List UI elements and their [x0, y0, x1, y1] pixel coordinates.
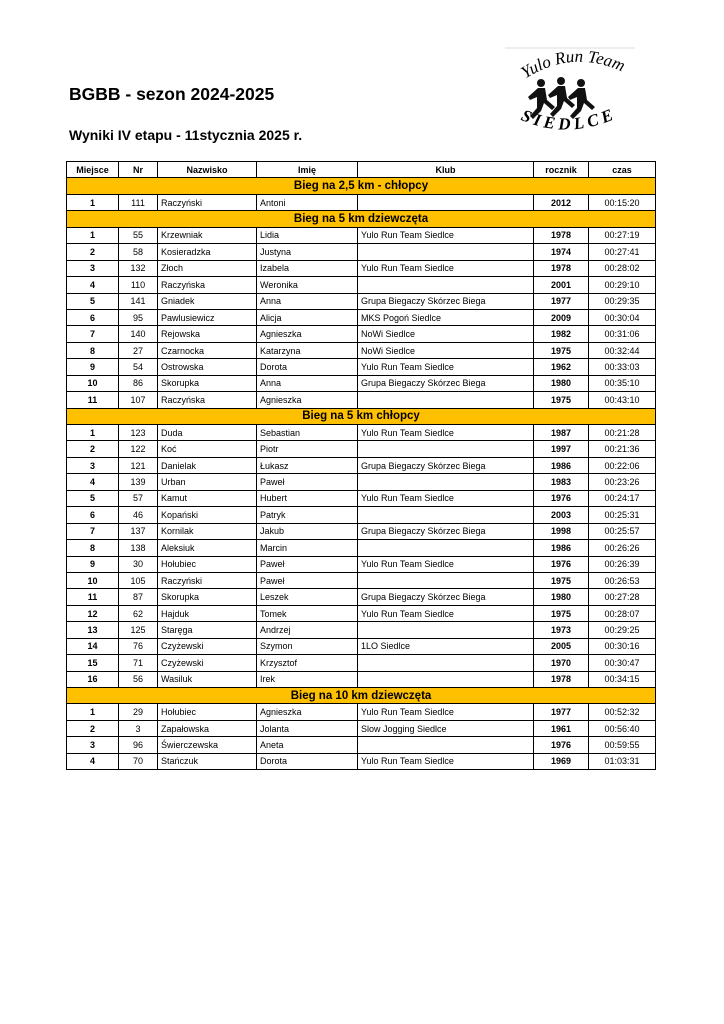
time-cell: 00:25:31 [589, 507, 656, 523]
table-row [67, 523, 656, 539]
place-cell: 2 [67, 441, 119, 457]
birth-year-cell: 1998 [534, 523, 589, 539]
firstname-cell: Alicja [257, 309, 358, 325]
place-cell: 10 [67, 375, 119, 391]
number-cell: 122 [119, 441, 158, 457]
birth-year-cell: 1983 [534, 474, 589, 490]
birth-year-cell: 1975 [534, 342, 589, 358]
firstname-cell: Paweł [257, 572, 358, 588]
club-cell: Yulo Run Team Siedlce [358, 425, 534, 441]
time-cell: 01:03:31 [589, 753, 656, 769]
table-row [67, 507, 656, 523]
surname-cell: Kornilak [158, 523, 257, 539]
table-row [67, 309, 656, 325]
place-cell: 6 [67, 309, 119, 325]
place-cell: 5 [67, 490, 119, 506]
number-cell: 139 [119, 474, 158, 490]
place-cell: 3 [67, 457, 119, 473]
time-cell: 00:23:26 [589, 474, 656, 490]
table-row [67, 572, 656, 588]
table-row [67, 441, 656, 457]
time-cell: 00:24:17 [589, 490, 656, 506]
number-cell: 137 [119, 523, 158, 539]
birth-year-cell: 1977 [534, 293, 589, 309]
club-cell [358, 277, 534, 293]
birth-year-cell: 1973 [534, 622, 589, 638]
time-cell: 00:31:06 [589, 326, 656, 342]
surname-cell: Czarnocka [158, 342, 257, 358]
table-row [67, 622, 656, 638]
surname-cell: Czyżewski [158, 638, 257, 654]
firstname-cell: Weronika [257, 277, 358, 293]
surname-cell: Urban [158, 474, 257, 490]
number-cell: 56 [119, 671, 158, 687]
table-row [67, 671, 656, 687]
club-cell: NoWi Siedlce [358, 326, 534, 342]
number-cell: 140 [119, 326, 158, 342]
number-cell: 141 [119, 293, 158, 309]
time-cell: 00:28:07 [589, 605, 656, 621]
table-row [67, 342, 656, 358]
birth-year-cell: 2012 [534, 194, 589, 210]
number-cell: 3 [119, 720, 158, 736]
number-cell: 95 [119, 309, 158, 325]
club-cell [358, 244, 534, 260]
number-cell: 70 [119, 753, 158, 769]
surname-cell: Skorupka [158, 375, 257, 391]
time-cell: 00:15:20 [589, 194, 656, 210]
birth-year-cell: 1976 [534, 737, 589, 753]
time-cell: 00:32:44 [589, 342, 656, 358]
birth-year-cell: 1978 [534, 260, 589, 276]
club-cell: Yulo Run Team Siedlce [358, 556, 534, 572]
time-cell: 00:59:55 [589, 737, 656, 753]
place-cell: 12 [67, 605, 119, 621]
firstname-cell: Leszek [257, 589, 358, 605]
surname-cell: Rejowska [158, 326, 257, 342]
surname-cell: Raczyński [158, 194, 257, 210]
surname-cell: Krzewniak [158, 227, 257, 243]
section-header-row [67, 688, 656, 704]
birth-year-cell: 1978 [534, 227, 589, 243]
firstname-cell: Patryk [257, 507, 358, 523]
club-cell [358, 655, 534, 671]
number-cell: 138 [119, 540, 158, 556]
time-cell: 00:28:02 [589, 260, 656, 276]
firstname-cell: Szymon [257, 638, 358, 654]
club-cell: Grupa Biegaczy Skórzec Biega [358, 523, 534, 539]
firstname-cell: Dorota [257, 753, 358, 769]
surname-cell: Ostrowska [158, 359, 257, 375]
place-cell: 6 [67, 507, 119, 523]
place-cell: 1 [67, 425, 119, 441]
number-cell: 121 [119, 457, 158, 473]
birth-year-cell: 1975 [534, 392, 589, 408]
club-cell: Yulo Run Team Siedlce [358, 605, 534, 621]
time-cell: 00:56:40 [589, 720, 656, 736]
table-row [67, 293, 656, 309]
birth-year-cell: 1982 [534, 326, 589, 342]
birth-year-cell: 2001 [534, 277, 589, 293]
place-cell: 2 [67, 720, 119, 736]
place-cell: 7 [67, 326, 119, 342]
surname-cell: Zapałowska [158, 720, 257, 736]
birth-year-cell: 1986 [534, 457, 589, 473]
place-cell: 11 [67, 589, 119, 605]
number-cell: 123 [119, 425, 158, 441]
number-cell: 30 [119, 556, 158, 572]
section-title: Bieg na 2,5 km - chłopcy [67, 178, 656, 194]
club-cell [358, 441, 534, 457]
number-cell: 57 [119, 490, 158, 506]
club-cell: Yulo Run Team Siedlce [358, 227, 534, 243]
firstname-cell: Andrzej [257, 622, 358, 638]
club-cell: Grupa Biegaczy Skórzec Biega [358, 293, 534, 309]
table-row [67, 589, 656, 605]
place-cell: 8 [67, 540, 119, 556]
club-cell: MKS Pogoń Siedlce [358, 309, 534, 325]
time-cell: 00:25:57 [589, 523, 656, 539]
club-cell [358, 474, 534, 490]
birth-year-cell: 1969 [534, 753, 589, 769]
birth-year-cell: 2005 [534, 638, 589, 654]
birth-year-cell: 1997 [534, 441, 589, 457]
column-header-firstname: Imię [257, 162, 358, 178]
number-cell: 27 [119, 342, 158, 358]
svg-text:Yulo Run Team [518, 47, 628, 82]
place-cell: 2 [67, 244, 119, 260]
section-title: Bieg na 5 km chłopcy [67, 408, 656, 424]
firstname-cell: Katarzyna [257, 342, 358, 358]
club-cell: Yulo Run Team Siedlce [358, 490, 534, 506]
logo-bottom-text: SIEDLCE [518, 103, 620, 134]
time-cell: 00:30:47 [589, 655, 656, 671]
birth-year-cell: 1962 [534, 359, 589, 375]
time-cell: 00:21:36 [589, 441, 656, 457]
table-row [67, 260, 656, 276]
number-cell: 54 [119, 359, 158, 375]
page-subtitle: Wyniki IV etapu - 11stycznia 2025 r. [69, 127, 303, 143]
table-row [67, 326, 656, 342]
time-cell: 00:21:28 [589, 425, 656, 441]
firstname-cell: Łukasz [257, 457, 358, 473]
place-cell: 4 [67, 277, 119, 293]
firstname-cell: Dorota [257, 359, 358, 375]
firstname-cell: Paweł [257, 556, 358, 572]
firstname-cell: Anna [257, 293, 358, 309]
place-cell: 10 [67, 572, 119, 588]
firstname-cell: Antoni [257, 194, 358, 210]
table-row [67, 244, 656, 260]
club-cell [358, 507, 534, 523]
table-row [67, 556, 656, 572]
firstname-cell: Krzysztof [257, 655, 358, 671]
time-cell: 00:30:16 [589, 638, 656, 654]
page-title: BGBB - sezon 2024-2025 [69, 84, 275, 104]
table-row [67, 194, 656, 210]
firstname-cell: Lidia [257, 227, 358, 243]
table-row [67, 227, 656, 243]
results-table [66, 161, 656, 770]
table-row [67, 638, 656, 654]
surname-cell: Raczyński [158, 572, 257, 588]
svg-text:SIEDLCE [519, 104, 620, 134]
club-cell [358, 622, 534, 638]
time-cell: 00:29:25 [589, 622, 656, 638]
surname-cell: Złoch [158, 260, 257, 276]
firstname-cell: Hubert [257, 490, 358, 506]
club-cell: NoWi Siedlce [358, 342, 534, 358]
time-cell: 00:27:28 [589, 589, 656, 605]
number-cell: 111 [119, 194, 158, 210]
place-cell: 7 [67, 523, 119, 539]
surname-cell: Czyżewski [158, 655, 257, 671]
birth-year-cell: 2009 [534, 309, 589, 325]
number-cell: 29 [119, 704, 158, 720]
firstname-cell: Anna [257, 375, 358, 391]
firstname-cell: Marcin [257, 540, 358, 556]
place-cell: 1 [67, 704, 119, 720]
table-row [67, 720, 656, 736]
number-cell: 46 [119, 507, 158, 523]
number-cell: 110 [119, 277, 158, 293]
column-header-year: rocznik [534, 162, 589, 178]
number-cell: 125 [119, 622, 158, 638]
birth-year-cell: 1978 [534, 671, 589, 687]
time-cell: 00:22:06 [589, 457, 656, 473]
birth-year-cell: 1975 [534, 605, 589, 621]
table-header-row [67, 162, 656, 178]
place-cell: 9 [67, 359, 119, 375]
table-row [67, 753, 656, 769]
surname-cell: Duda [158, 425, 257, 441]
time-cell: 00:26:39 [589, 556, 656, 572]
surname-cell: Danielak [158, 457, 257, 473]
time-cell: 00:29:10 [589, 277, 656, 293]
number-cell: 96 [119, 737, 158, 753]
birth-year-cell: 1980 [534, 375, 589, 391]
firstname-cell: Agnieszka [257, 392, 358, 408]
birth-year-cell: 1986 [534, 540, 589, 556]
birth-year-cell: 1974 [534, 244, 589, 260]
column-header-time: czas [589, 162, 656, 178]
table-row [67, 277, 656, 293]
column-header-place: Miejsce [67, 162, 119, 178]
time-cell: 00:35:10 [589, 375, 656, 391]
surname-cell: Aleksiuk [158, 540, 257, 556]
birth-year-cell: 1987 [534, 425, 589, 441]
section-header-row [67, 178, 656, 194]
birth-year-cell: 1961 [534, 720, 589, 736]
firstname-cell: Irek [257, 671, 358, 687]
surname-cell: Hołubiec [158, 556, 257, 572]
firstname-cell: Izabela [257, 260, 358, 276]
birth-year-cell: 1980 [534, 589, 589, 605]
table-row [67, 359, 656, 375]
column-header-club: Klub [358, 162, 534, 178]
firstname-cell: Sebastian [257, 425, 358, 441]
club-cell [358, 392, 534, 408]
club-cell: Yulo Run Team Siedlce [358, 359, 534, 375]
time-cell: 00:26:53 [589, 572, 656, 588]
club-cell: Yulo Run Team Siedlce [358, 753, 534, 769]
table-row [67, 737, 656, 753]
firstname-cell: Jakub [257, 523, 358, 539]
place-cell: 4 [67, 753, 119, 769]
club-cell [358, 671, 534, 687]
table-row [67, 392, 656, 408]
number-cell: 55 [119, 227, 158, 243]
table-row [67, 540, 656, 556]
club-cell [358, 572, 534, 588]
table-row [67, 375, 656, 391]
time-cell: 00:33:03 [589, 359, 656, 375]
surname-cell: Hajduk [158, 605, 257, 621]
firstname-cell: Agnieszka [257, 704, 358, 720]
section-header-row [67, 408, 656, 424]
number-cell: 86 [119, 375, 158, 391]
time-cell: 00:29:35 [589, 293, 656, 309]
column-header-surname: Nazwisko [158, 162, 257, 178]
place-cell: 14 [67, 638, 119, 654]
surname-cell: Wasiluk [158, 671, 257, 687]
table-row [67, 605, 656, 621]
time-cell: 00:30:04 [589, 309, 656, 325]
birth-year-cell: 1975 [534, 572, 589, 588]
club-cell: Yulo Run Team Siedlce [358, 704, 534, 720]
surname-cell: Kopański [158, 507, 257, 523]
place-cell: 15 [67, 655, 119, 671]
place-cell: 1 [67, 194, 119, 210]
table-row [67, 704, 656, 720]
table-row [67, 457, 656, 473]
number-cell: 76 [119, 638, 158, 654]
club-cell: Slow Jogging Siedlce [358, 720, 534, 736]
logo-top-text: Yulo Run Team [517, 46, 628, 83]
surname-cell: Kosieradzka [158, 244, 257, 260]
club-cell: Grupa Biegaczy Skórzec Biega [358, 457, 534, 473]
surname-cell: Koć [158, 441, 257, 457]
place-cell: 1 [67, 227, 119, 243]
surname-cell: Skorupka [158, 589, 257, 605]
firstname-cell: Piotr [257, 441, 358, 457]
club-cell: Grupa Biegaczy Skórzec Biega [358, 589, 534, 605]
place-cell: 13 [67, 622, 119, 638]
table-row [67, 474, 656, 490]
surname-cell: Staręga [158, 622, 257, 638]
birth-year-cell: 1976 [534, 490, 589, 506]
section-header-row [67, 211, 656, 227]
number-cell: 71 [119, 655, 158, 671]
number-cell: 58 [119, 244, 158, 260]
place-cell: 16 [67, 671, 119, 687]
number-cell: 132 [119, 260, 158, 276]
table-row [67, 490, 656, 506]
place-cell: 9 [67, 556, 119, 572]
section-title: Bieg na 10 km dziewczęta [67, 688, 656, 704]
firstname-cell: Aneta [257, 737, 358, 753]
birth-year-cell: 1976 [534, 556, 589, 572]
column-header-number: Nr [119, 162, 158, 178]
firstname-cell: Tomek [257, 605, 358, 621]
surname-cell: Świerczewska [158, 737, 257, 753]
time-cell: 00:26:26 [589, 540, 656, 556]
surname-cell: Raczyńska [158, 392, 257, 408]
birth-year-cell: 1970 [534, 655, 589, 671]
table-row [67, 425, 656, 441]
firstname-cell: Paweł [257, 474, 358, 490]
surname-cell: Kamut [158, 490, 257, 506]
number-cell: 87 [119, 589, 158, 605]
time-cell: 00:27:41 [589, 244, 656, 260]
place-cell: 3 [67, 737, 119, 753]
place-cell: 5 [67, 293, 119, 309]
number-cell: 105 [119, 572, 158, 588]
section-title: Bieg na 5 km dziewczęta [67, 211, 656, 227]
time-cell: 00:34:15 [589, 671, 656, 687]
surname-cell: Stańczuk [158, 753, 257, 769]
number-cell: 107 [119, 392, 158, 408]
club-cell: Grupa Biegaczy Skórzec Biega [358, 375, 534, 391]
club-cell [358, 194, 534, 210]
surname-cell: Gniadek [158, 293, 257, 309]
birth-year-cell: 2003 [534, 507, 589, 523]
place-cell: 3 [67, 260, 119, 276]
number-cell: 62 [119, 605, 158, 621]
firstname-cell: Justyna [257, 244, 358, 260]
place-cell: 8 [67, 342, 119, 358]
birth-year-cell: 1977 [534, 704, 589, 720]
time-cell: 00:52:32 [589, 704, 656, 720]
surname-cell: Raczyńska [158, 277, 257, 293]
club-cell [358, 540, 534, 556]
club-cell: 1LO Siedlce [358, 638, 534, 654]
place-cell: 4 [67, 474, 119, 490]
club-cell [358, 737, 534, 753]
team-logo [497, 45, 637, 140]
time-cell: 00:27:19 [589, 227, 656, 243]
firstname-cell: Jolanta [257, 720, 358, 736]
table-row [67, 655, 656, 671]
surname-cell: Pawlusiewicz [158, 309, 257, 325]
club-cell: Yulo Run Team Siedlce [358, 260, 534, 276]
place-cell: 11 [67, 392, 119, 408]
firstname-cell: Agnieszka [257, 326, 358, 342]
time-cell: 00:43:10 [589, 392, 656, 408]
surname-cell: Hołubiec [158, 704, 257, 720]
